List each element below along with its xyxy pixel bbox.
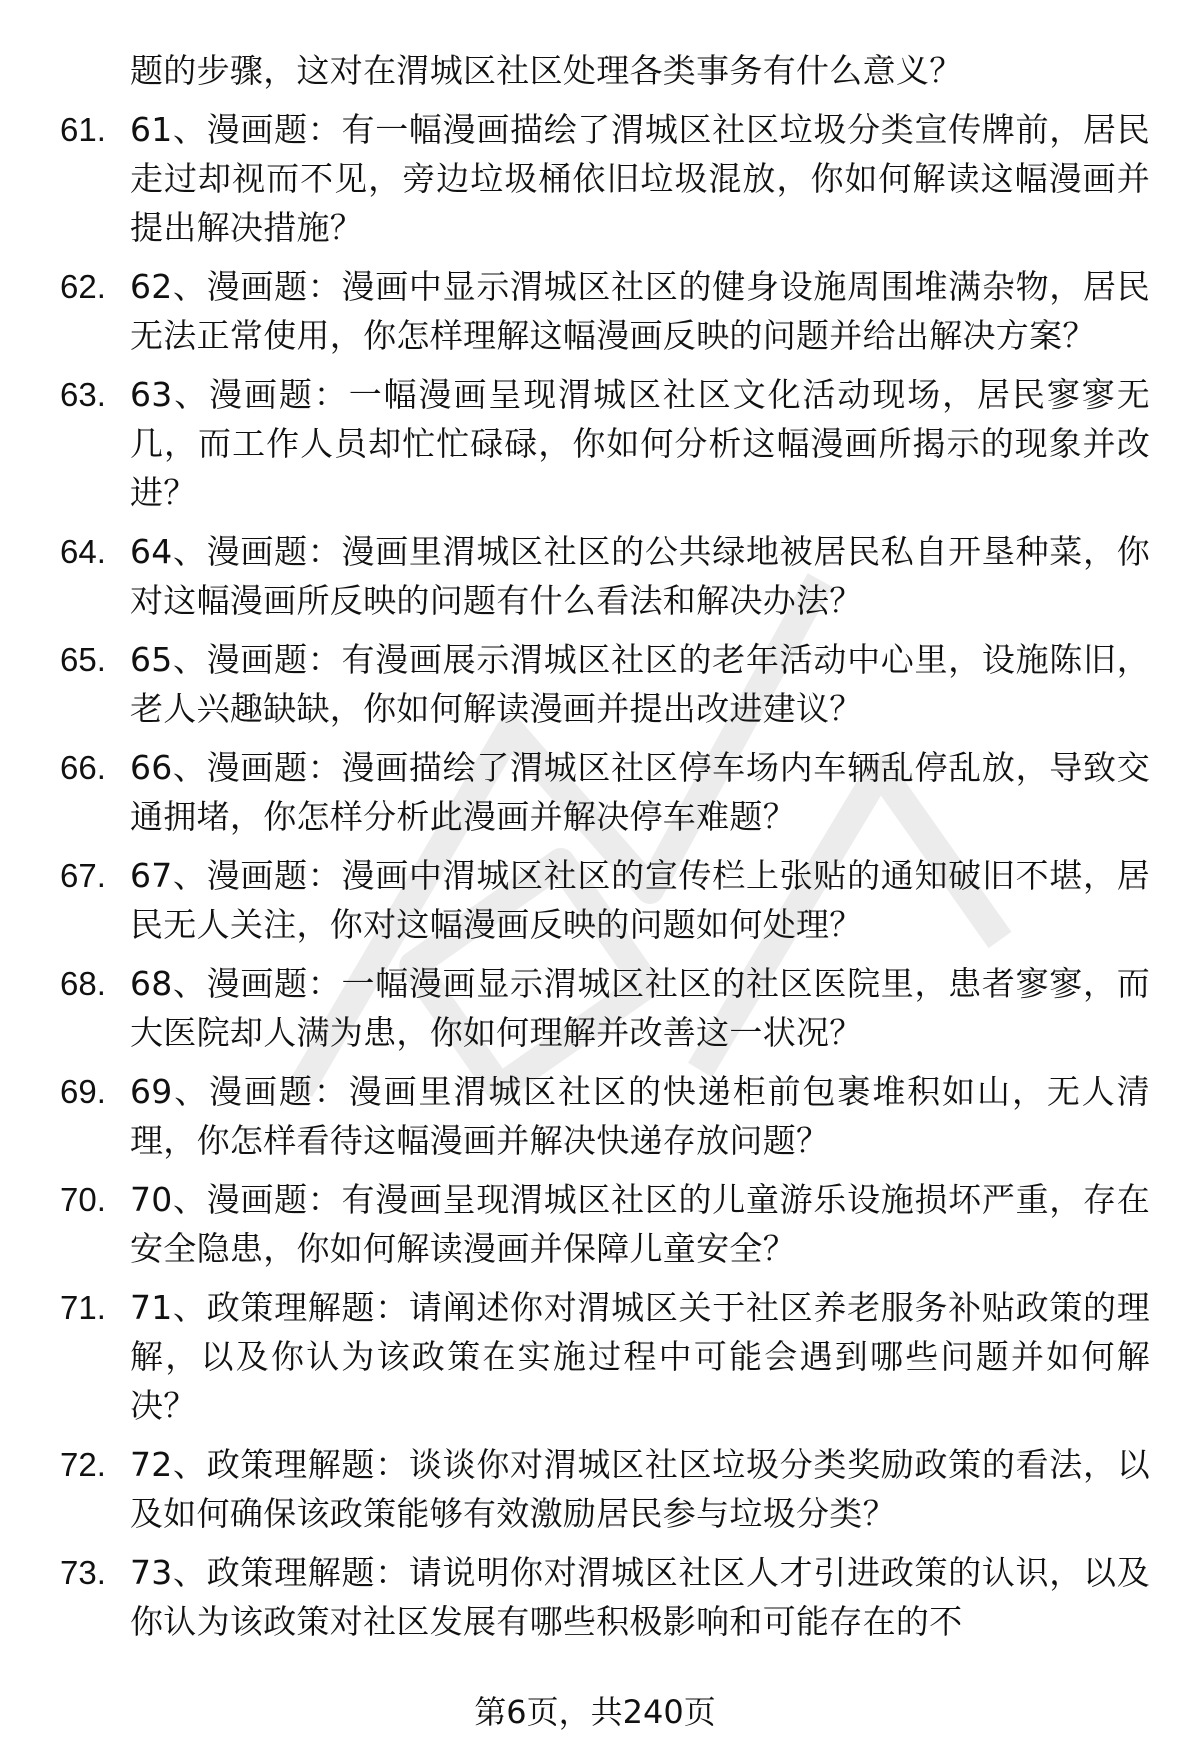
question-list-area xyxy=(60,46,1150,1646)
question-number: 64. xyxy=(60,533,106,570)
question-number: 69. xyxy=(60,1073,106,1110)
question-item xyxy=(60,959,1150,1057)
question-text: 66、漫画题：漫画描绘了渭城区社区停车场内车辆乱停乱放，导致交通拥堵，你怎样分析此漫画并解决停车难题？ xyxy=(130,748,1150,836)
question-item xyxy=(60,1440,1150,1538)
question-text: 62、漫画题：漫画中显示渭城区社区的健身设施周围堆满杂物，居民无法正常使用，你怎样理解这幅漫画反映的问题并给出解决方案？ xyxy=(130,267,1150,355)
question-number: 71. xyxy=(60,1289,106,1326)
question-item xyxy=(60,370,1150,517)
question-number: 72. xyxy=(60,1446,106,1483)
question-item xyxy=(60,851,1150,949)
question-number: 62. xyxy=(60,268,106,305)
question-item xyxy=(60,105,1150,252)
question-item xyxy=(60,1283,1150,1430)
question-item xyxy=(60,1548,1150,1646)
question-number: 66. xyxy=(60,749,106,786)
question-number: 70. xyxy=(60,1181,106,1218)
question-text: 68、漫画题：一幅漫画显示渭城区社区的社区医院里，患者寥寥，而大医院却人满为患，你如何理解并改善这一状况？ xyxy=(130,964,1150,1052)
question-text: 71、政策理解题：请阐述你对渭城区关于社区养老服务补贴政策的理解，以及你认为该政策在实施过程中可能会遇到哪些问题并如何解决？ xyxy=(130,1288,1150,1425)
question-text: 67、漫画题：漫画中渭城区社区的宣传栏上张贴的通知破旧不堪，居民无人关注，你对这幅漫画反映的问题如何处理？ xyxy=(130,856,1150,944)
question-item xyxy=(60,262,1150,360)
question-text: 63、漫画题：一幅漫画呈现渭城区社区文化活动现场，居民寥寥无几，而工作人员却忙忙碌碌，你如何分析这幅漫画所揭示的现象并改进？ xyxy=(130,375,1150,512)
question-number: 67. xyxy=(60,857,106,894)
question-item xyxy=(60,1067,1150,1165)
question-text: 69、漫画题：漫画里渭城区社区的快递柜前包裹堆积如山，无人清理，你怎样看待这幅漫画并解决快递存放问题？ xyxy=(130,1072,1150,1160)
question-number: 65. xyxy=(60,641,106,678)
question-number: 73. xyxy=(60,1554,106,1591)
question-item xyxy=(60,743,1150,841)
question-text: 73、政策理解题：请说明你对渭城区社区人才引进政策的认识，以及你认为该政策对社区发展有哪些积极影响和可能存在的不 xyxy=(130,1553,1150,1641)
question-item xyxy=(60,635,1150,733)
question-text: 70、漫画题：有漫画呈现渭城区社区的儿童游乐设施损坏严重，存在安全隐患，你如何解读漫画并保障儿童安全？ xyxy=(130,1180,1150,1268)
question-text: 61、漫画题：有一幅漫画描绘了渭城区社区垃圾分类宣传牌前，居民走过却视而不见，旁边垃圾桶依旧垃圾混放，你如何解读这幅漫画并提出解决措施？ xyxy=(130,110,1150,247)
continuation-text: 题的步骤，这对在渭城区社区处理各类事务有什么意义？ xyxy=(130,51,963,90)
question-item xyxy=(60,1175,1150,1273)
question-text: 72、政策理解题：谈谈你对渭城区社区垃圾分类奖励政策的看法，以及如何确保该政策能够有效激励居民参与垃圾分类？ xyxy=(130,1445,1150,1533)
question-number: 63. xyxy=(60,376,106,413)
question-text: 64、漫画题：漫画里渭城区社区的公共绿地被居民私自开垦种菜，你对这幅漫画所反映的问题有什么看法和解决办法？ xyxy=(130,532,1150,620)
question-text: 65、漫画题：有漫画展示渭城区社区的老年活动中心里，设施陈旧，老人兴趣缺缺，你如何解读漫画并提出改进建议？ xyxy=(130,640,1150,728)
question-list xyxy=(60,105,1150,1646)
question-item xyxy=(60,527,1150,625)
question-number: 61. xyxy=(60,111,106,148)
question-number: 68. xyxy=(60,965,106,1002)
page-footer: 第6页，共240页 xyxy=(474,1693,716,1731)
